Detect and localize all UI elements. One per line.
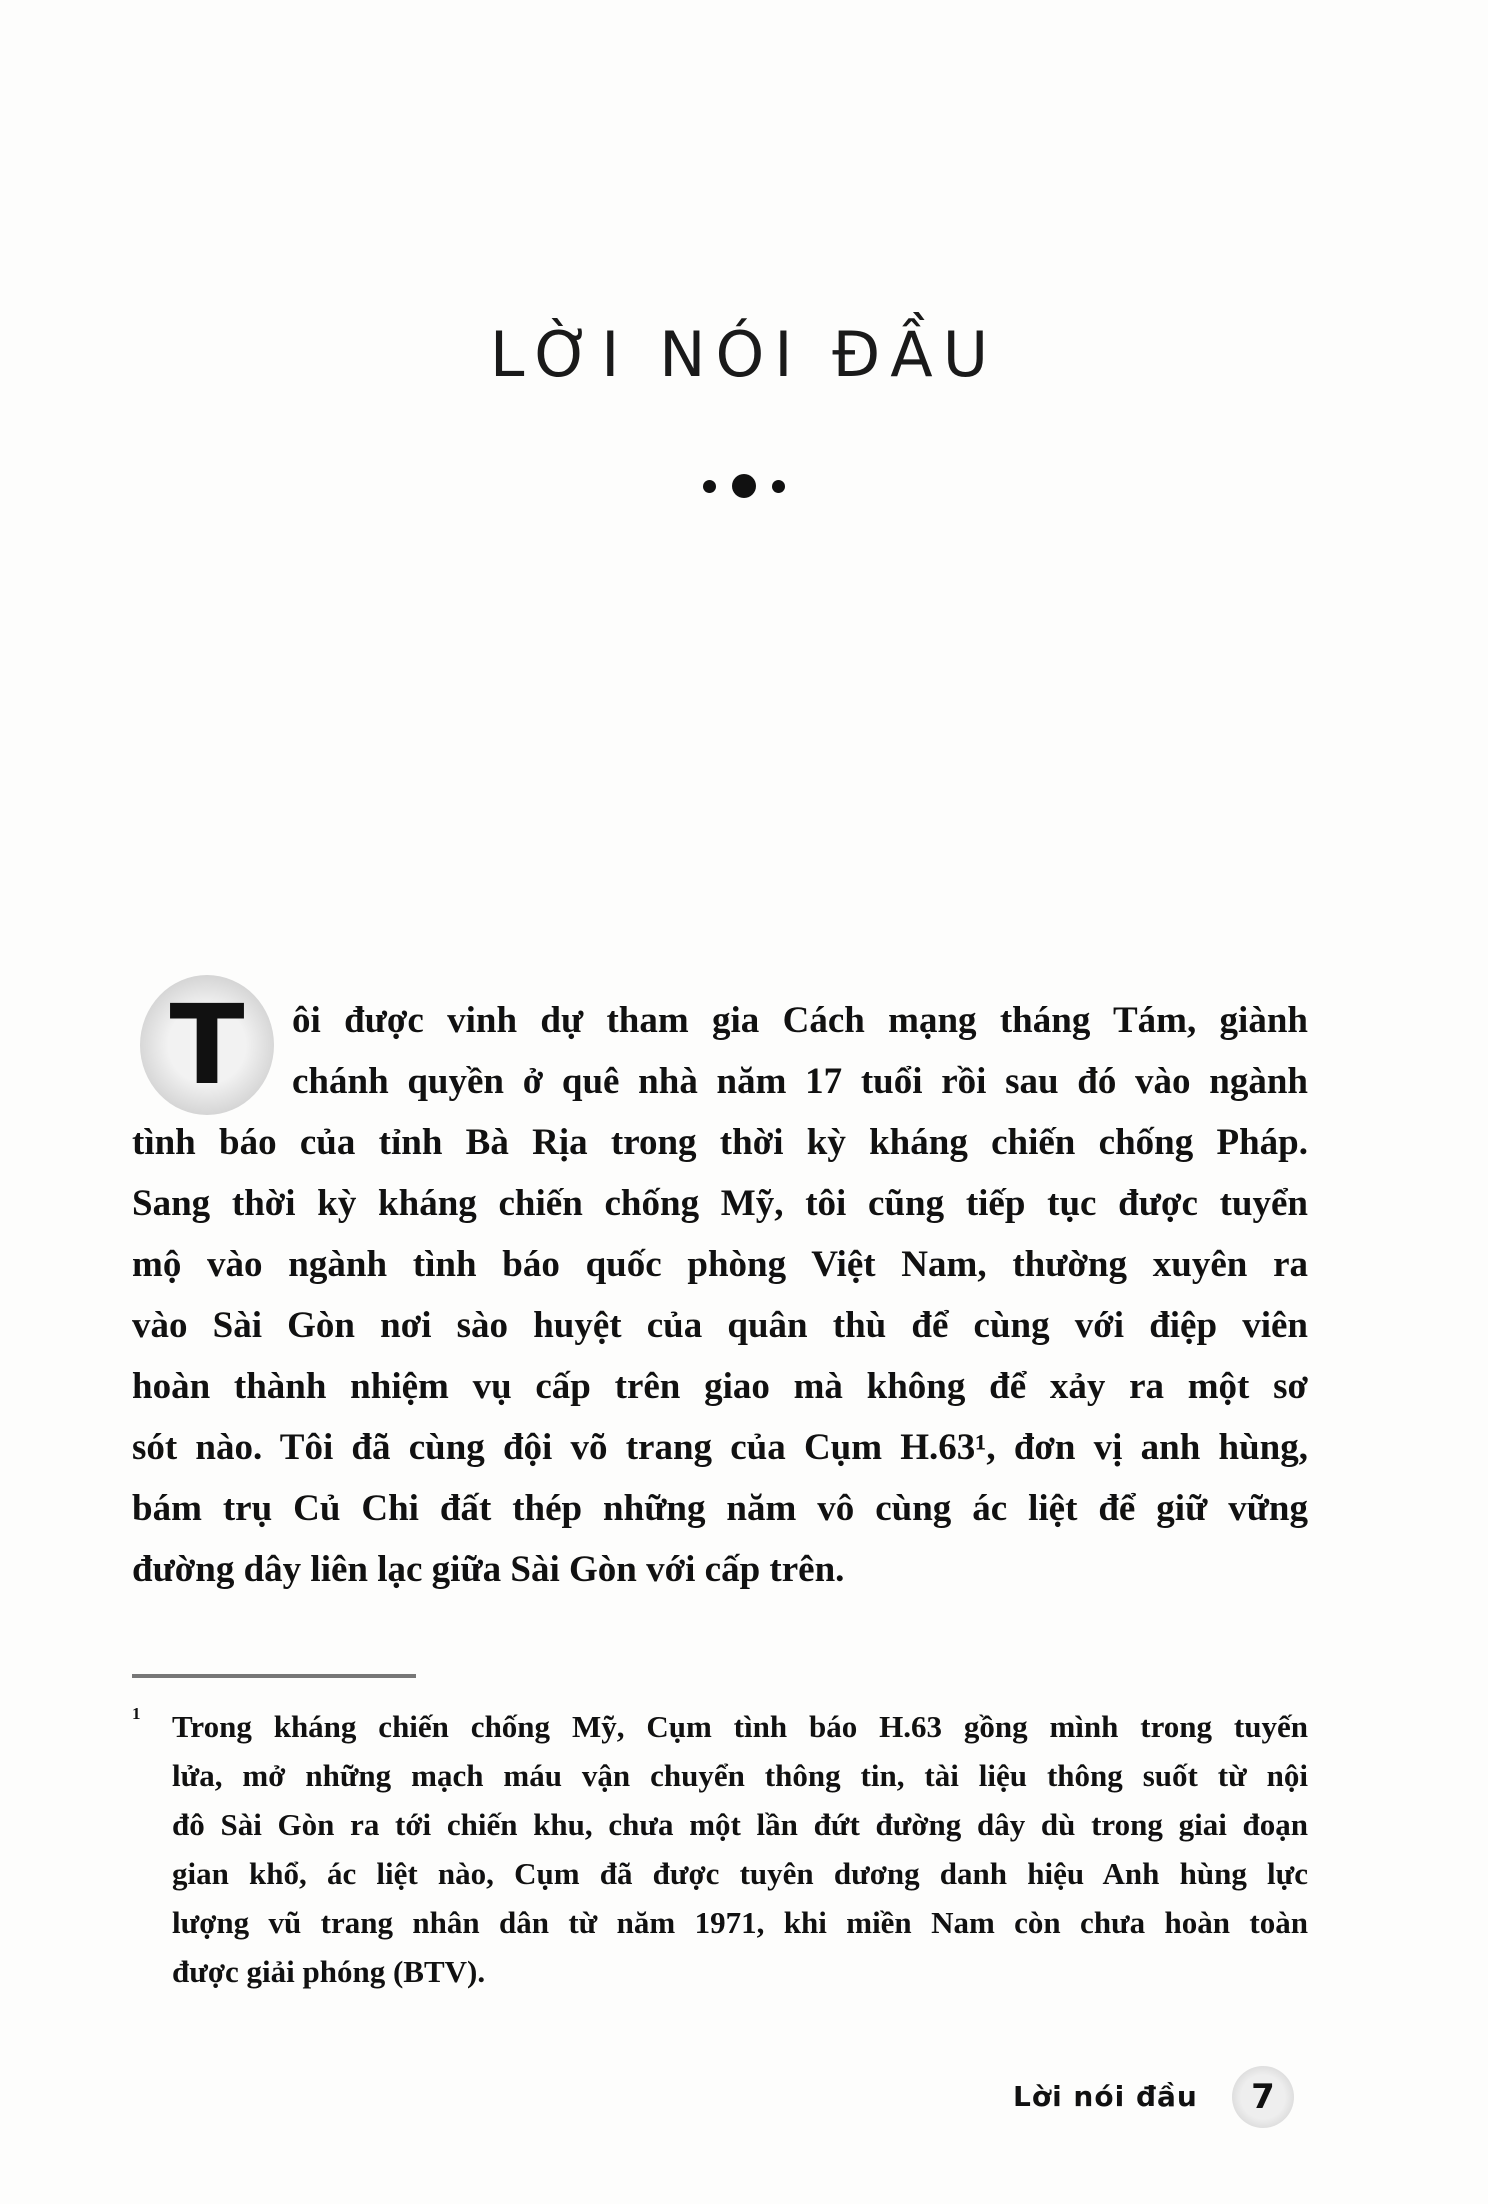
footnote-line: được giải phóng (BTV).	[172, 1954, 486, 1989]
paragraph-line: chánh quyền ở quê nhà năm 17 tuổi rồi sau đó vào ngành	[292, 1061, 1308, 1102]
paragraph-line: mộ vào ngành tình báo quốc phòng Việt Nam, thường xuyên ra	[132, 1244, 1308, 1285]
paragraph-line: vào Sài Gòn nơi sào huyệt của quân thù để cùng với điệp viên	[132, 1305, 1308, 1346]
ornament-dots	[0, 474, 1488, 498]
running-title: Lời nói đầu	[1013, 2080, 1198, 2113]
dot-ornament	[732, 474, 756, 498]
chapter-title: LỜI NÓI ĐẦU	[489, 318, 999, 391]
footnote-rule	[132, 1674, 416, 1678]
dot-ornament	[703, 480, 716, 493]
footnote-line: Trong kháng chiến chống Mỹ, Cụm tình báo H.63 gồng mình trong tuyến	[172, 1709, 1308, 1744]
paragraph-line: bám trụ Củ Chi đất thép những năm vô cùng ác liệt để giữ vững	[132, 1488, 1308, 1529]
footnote-number: 1	[132, 1704, 141, 1723]
paragraph-line: đường dây liên lạc giữa Sài Gòn với cấp trên.	[132, 1549, 845, 1590]
footnote-line: lượng vũ trang nhân dân từ năm 1971, khi miền Nam còn chưa hoàn toàn	[172, 1905, 1308, 1940]
footnote-line: gian khổ, ác liệt nào, Cụm đã được tuyên dương danh hiệu Anh hùng lực	[172, 1856, 1308, 1891]
footnote-line: lửa, mở những mạch máu vận chuyển thông tin, tài liệu thông suốt từ nội	[172, 1758, 1308, 1793]
paragraph-line: ôi được vinh dự tham gia Cách mạng tháng Tám, giành	[292, 1000, 1308, 1041]
footnote-line: đô Sài Gòn ra tới chiến khu, chưa một lần đứt đường dây dù trong giai đoạn	[172, 1807, 1308, 1842]
footnote	[132, 1702, 1308, 1996]
dot-ornament	[772, 480, 785, 493]
paragraph-line: tình báo của tỉnh Bà Rịa trong thời kỳ kháng chiến chống Pháp.	[132, 1122, 1308, 1163]
body-paragraph	[132, 990, 1308, 1600]
page-number: 7	[1232, 2066, 1294, 2128]
drop-cap: T	[140, 975, 274, 1115]
paragraph-line: hoàn thành nhiệm vụ cấp trên giao mà không để xảy ra một sơ	[132, 1366, 1308, 1407]
paragraph-line: sót nào. Tôi đã cùng đội võ trang của Cụm H.63¹, đơn vị anh hùng,	[132, 1427, 1308, 1468]
paragraph-line: Sang thời kỳ kháng chiến chống Mỹ, tôi cũng tiếp tục được tuyển	[132, 1183, 1308, 1224]
